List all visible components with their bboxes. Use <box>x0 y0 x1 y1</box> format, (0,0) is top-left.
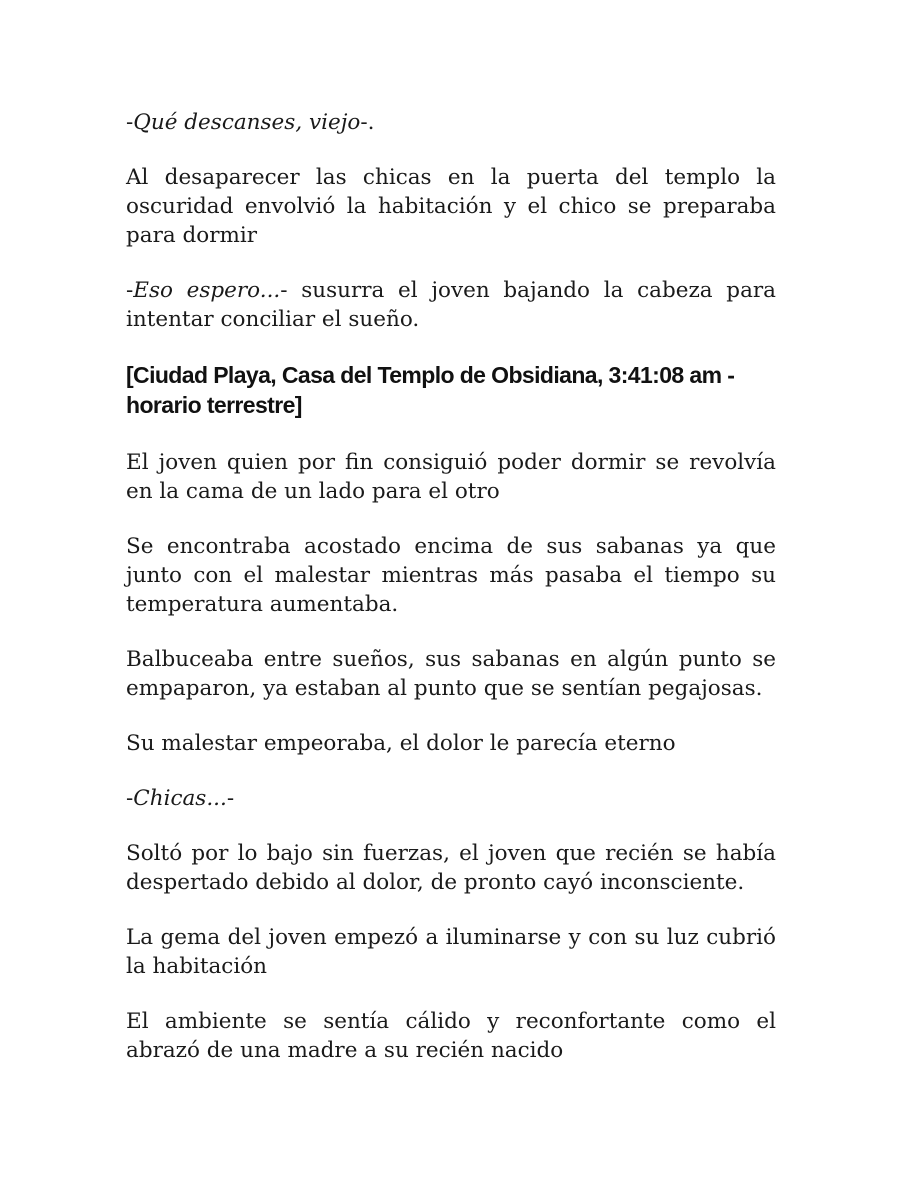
paragraph-2: Al desaparecer las chicas en la puerta del templo la oscuridad envolvió la habitación y el chico se preparaba para dormir <box>126 165 776 248</box>
document-page <box>126 108 776 1065</box>
dialogue-speech: Eso espero... <box>133 278 281 303</box>
dialogue-tail: -. <box>360 110 375 135</box>
dialogue-speech: Qué descanses, viejo <box>133 110 361 135</box>
dialogue-line-1 <box>126 108 776 137</box>
dialogue-dash: - <box>126 786 134 811</box>
paragraph-9: Soltó por lo bajo sin fuerzas, el joven que recién se había despertado debido al dolor, de pronto cayó inconsciente. <box>126 841 776 895</box>
dialogue-line-3 <box>126 784 776 813</box>
dialogue-tail: - susurra el joven bajando la cabeza para intentar conciliar el sueño. <box>126 278 776 332</box>
paragraph-4: El joven quien por fin consiguió poder dormir se revolvía en la cama de un lado para el otro <box>126 450 776 504</box>
dialogue-tail: - <box>226 786 235 811</box>
dialogue-line-2 <box>126 276 776 334</box>
dialogue-dash: - <box>126 110 134 135</box>
dialogue-speech: Chicas... <box>133 786 227 811</box>
paragraph-7: Su malestar empeoraba, el dolor le parecía eterno <box>126 731 676 756</box>
paragraph-11: El ambiente se sentía cálido y reconfortante como el abrazó de una madre a su recién nacido <box>126 1009 776 1063</box>
scene-heading: [Ciudad Playa, Casa del Templo de Obsidiana, 3:41:08 am - horario terrestre] <box>126 362 735 418</box>
paragraph-10: La gema del joven empezó a iluminarse y con su luz cubrió la habitación <box>126 925 776 979</box>
paragraph-6: Balbuceaba entre sueños, sus sabanas en algún punto se empaparon, ya estaban al punto que se sentían pegajosas. <box>126 647 776 701</box>
paragraph-5: Se encontraba acostado encima de sus sabanas ya que junto con el malestar mientras más pasaba el tiempo su temperatura aumentaba. <box>126 534 776 617</box>
dialogue-dash: - <box>126 278 134 303</box>
